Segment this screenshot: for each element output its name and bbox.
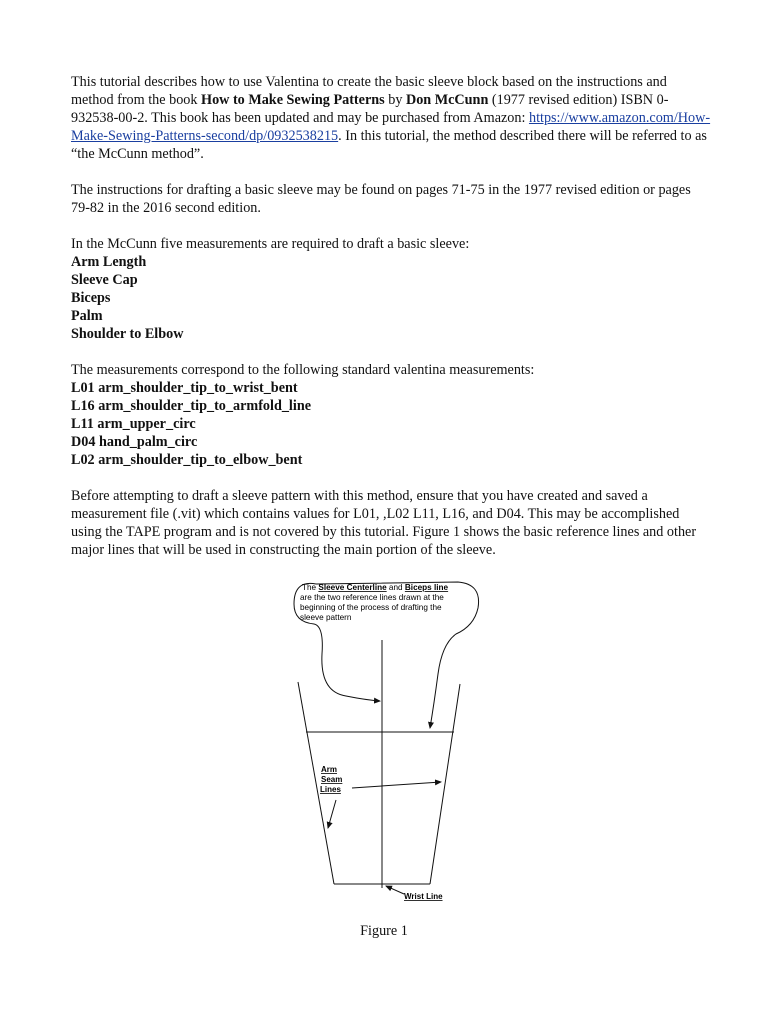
- callout-line-2: are the two reference lines drawn at the: [300, 593, 444, 602]
- sleeve-diagram: [286, 574, 486, 904]
- valentina-item: L01 arm_shoulder_tip_to_wrist_bent: [71, 380, 298, 396]
- valentina-intro: The measurements correspond to the following standard valentina measurements:: [71, 362, 535, 378]
- intro-text-2: by: [384, 92, 406, 108]
- intro-paragraph: [71, 73, 711, 163]
- figure-caption: Figure 1: [360, 923, 408, 939]
- mccunn-measurements: [71, 235, 711, 343]
- document-body: [71, 73, 711, 577]
- book-title: How to Make Sewing Patterns: [201, 92, 385, 108]
- before-paragraph: Before attempting to draft a sleeve pattern with this method, ensure that you have created and saved a measurement file (.vit) which contains values for L01, ,L02 L11, L16, and D04. This may be accomplished using the TAPE program and is not covered by this tutorial. Figure 1 shows the basic reference lines and other major lines that will be used in constructing the main portion of the sleeve.: [71, 488, 697, 558]
- amazon-link[interactable]: https://www.amazon.com/How-Make-Sewing-Patterns-second/dp/0932538215: [71, 110, 711, 144]
- mccunn-item: Sleeve Cap: [71, 272, 138, 288]
- callout-line-1: The Sleeve Centerline and Biceps line: [302, 583, 449, 592]
- valentina-item: D04 hand_palm_circ: [71, 434, 198, 450]
- arm-arrow-left: [328, 800, 336, 828]
- intro-text-4: . In this tutorial, the method described there will be referred to as “the McCunn method”.: [71, 128, 707, 162]
- arm-arrow-right: [352, 782, 441, 788]
- mccunn-item: Palm: [71, 308, 103, 324]
- mccunn-item: Biceps: [71, 290, 111, 306]
- callout-line-3: beginning of the process of drafting the: [300, 603, 442, 612]
- arm-seam-right: [430, 684, 460, 884]
- intro-text-1: This tutorial describes how to use Valentina to create the basic sleeve block based on the instructions and method from the book: [71, 74, 667, 108]
- valentina-item: L02 arm_shoulder_tip_to_elbow_bent: [71, 452, 303, 468]
- intro-text-3: (1977 revised edition) ISBN 0-932538-00-2. This book has been updated and may be purchased from Amazon:: [71, 92, 669, 126]
- mccunn-item: Shoulder to Elbow: [71, 326, 184, 342]
- wrist-arrow: [386, 886, 404, 894]
- valentina-item: L16 arm_shoulder_tip_to_armfold_line: [71, 398, 312, 414]
- arm-label-2: Seam: [321, 775, 343, 784]
- arm-label-1: Arm: [321, 765, 338, 774]
- valentina-item: L11 arm_upper_circ: [71, 416, 196, 432]
- pages-paragraph: The instructions for drafting a basic sleeve may be found on pages 71-75 in the 1977 revised edition or pages 79-82 in the 2016 second edition.: [71, 182, 691, 216]
- callout-line-4: sleeve pattern: [300, 613, 352, 622]
- author-name: Don McCunn: [405, 92, 489, 108]
- wrist-label: Wrist Line: [404, 892, 443, 901]
- mccunn-intro: In the McCunn five measurements are required to draft a basic sleeve:: [71, 236, 470, 252]
- mccunn-item: Arm Length: [71, 254, 147, 270]
- valentina-measurements: [71, 361, 711, 469]
- arm-label-3: Lines: [320, 785, 341, 794]
